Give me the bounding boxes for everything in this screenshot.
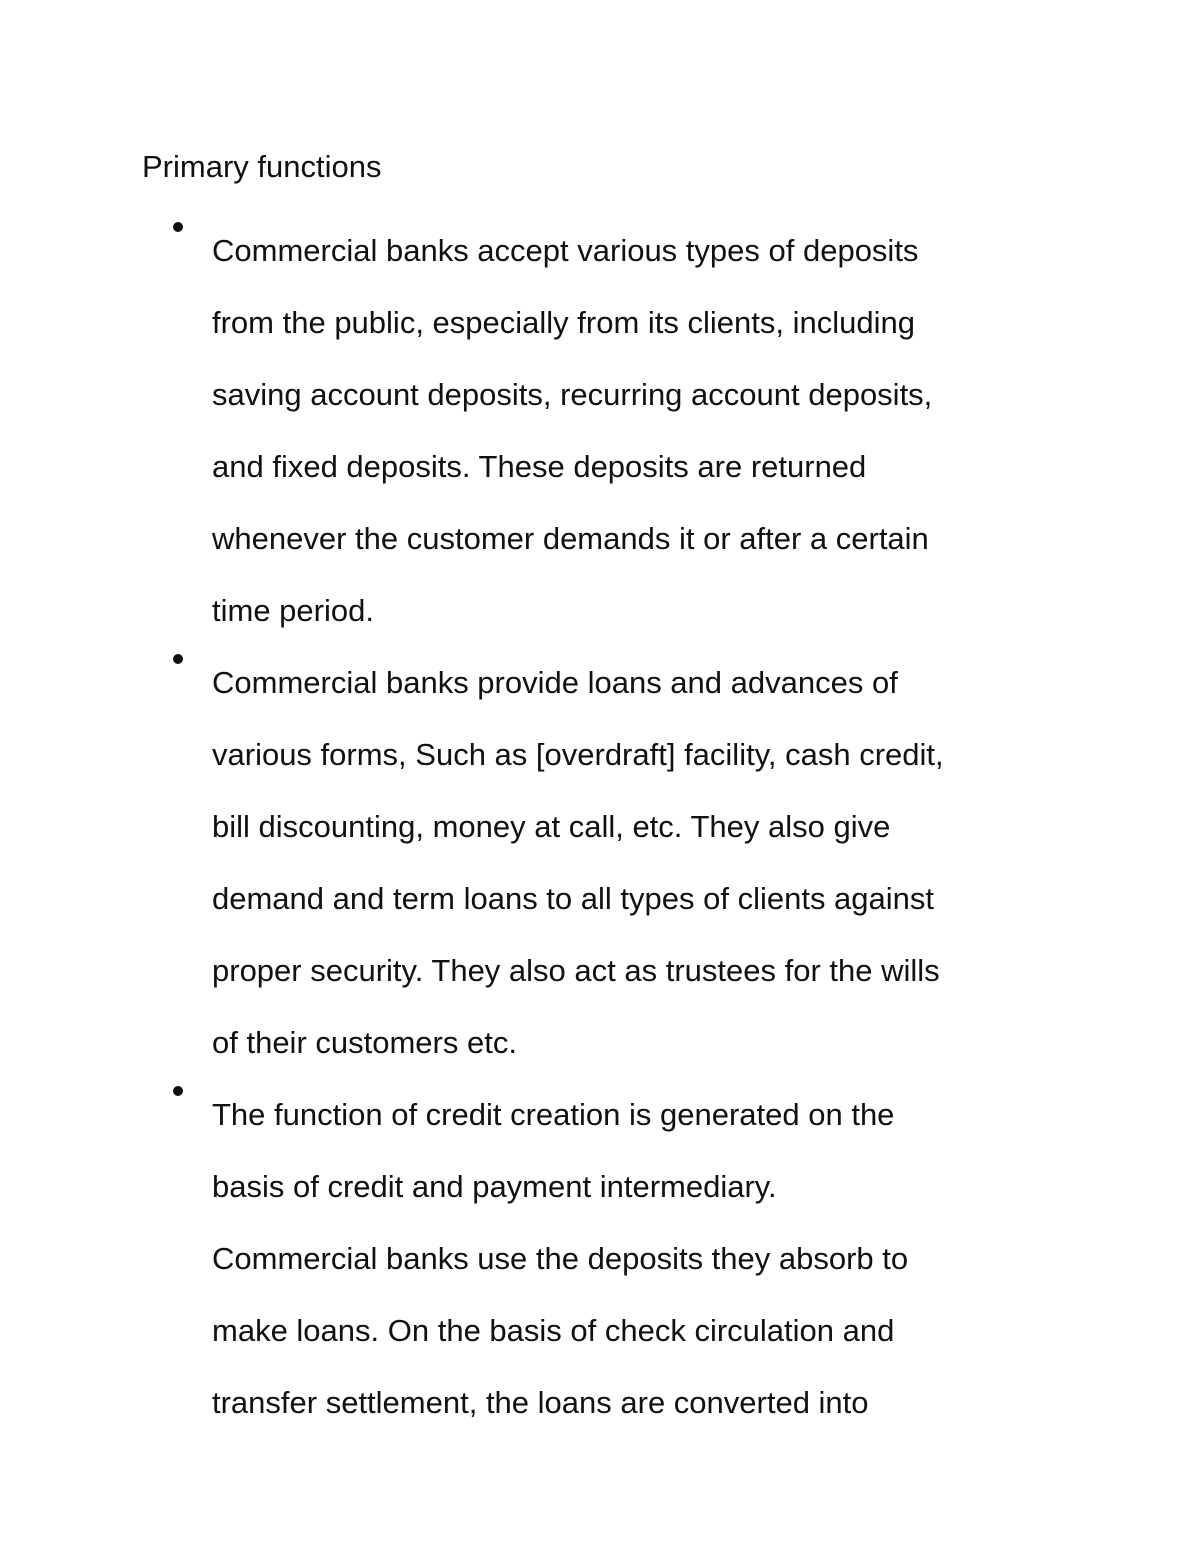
text-line: and fixed deposits. These deposits are returned	[212, 449, 867, 484]
section-heading: Primary functions	[142, 149, 382, 184]
bullet-icon	[173, 222, 183, 232]
text-line: basis of credit and payment intermediary.	[212, 1169, 777, 1204]
bullet-icon	[173, 1086, 183, 1096]
text-line: bill discounting, money at call, etc. They also give	[212, 809, 891, 844]
text-line: transfer settlement, the loans are converted into	[212, 1385, 869, 1420]
text-line: demand and term loans to all types of clients against	[212, 881, 935, 916]
text-line: proper security. They also act as trustees for the wills	[212, 953, 940, 988]
text-line: Commercial banks provide loans and advances of	[212, 665, 898, 700]
text-line: whenever the customer demands it or after a certain	[212, 521, 929, 556]
text-line: various forms, Such as [overdraft] facility, cash credit,	[212, 737, 944, 772]
list-item	[212, 203, 1072, 647]
text-line: saving account deposits, recurring account deposits,	[212, 377, 933, 412]
text-line: time period.	[212, 593, 374, 628]
list-item	[212, 1067, 1072, 1439]
text-line: make loans. On the basis of check circulation and	[212, 1313, 895, 1348]
bullet-list	[212, 215, 1072, 1439]
text-line: The function of credit creation is generated on the	[212, 1097, 895, 1132]
text-line: Commercial banks use the deposits they absorb to	[212, 1241, 909, 1276]
text-line: Commercial banks accept various types of deposits	[212, 233, 919, 268]
text-line: from the public, especially from its clients, including	[212, 305, 915, 340]
text-line: of their customers etc.	[212, 1025, 517, 1060]
bullet-icon	[173, 654, 183, 664]
list-item	[212, 635, 1072, 1079]
